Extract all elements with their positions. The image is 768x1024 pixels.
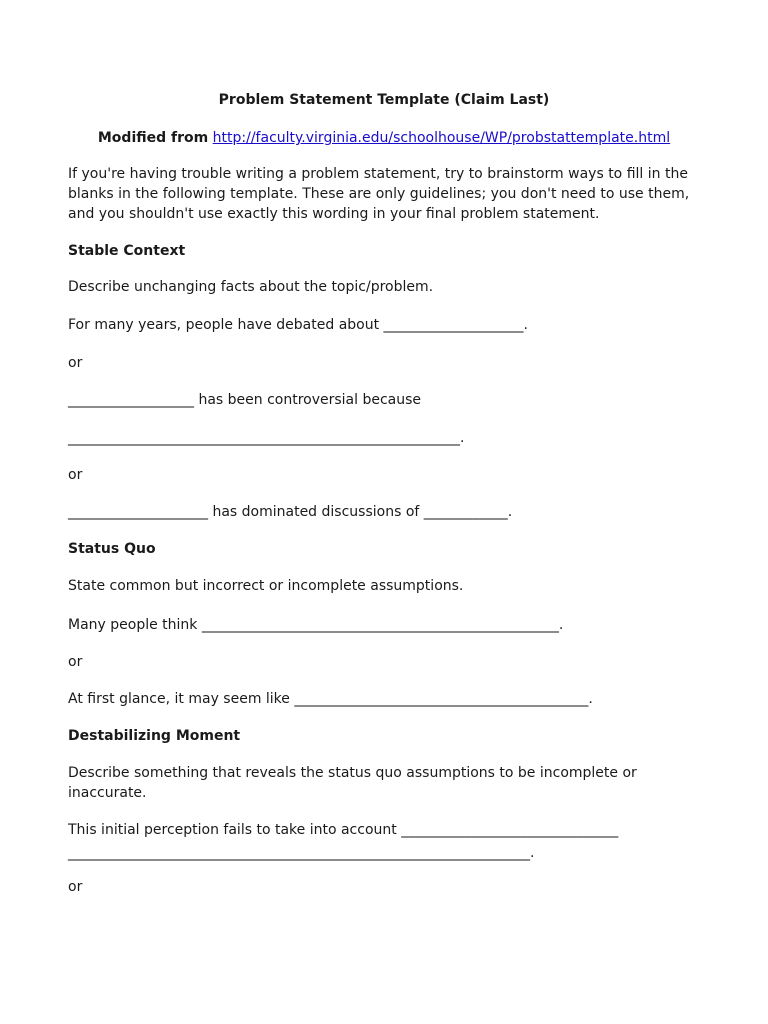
section-heading-status-quo: Status Quo [68,541,156,557]
section-heading-stable-context: Stable Context [68,243,186,259]
destabilizing-moment-template-1: This initial perception fails to take into account _______________________________ [68,822,619,838]
status-quo-template-1: Many people think ___________________________________________________. [68,617,564,633]
source-link[interactable]: http://faculty.virginia.edu/schoolhouse/WP/probstattemplate.html [212,130,671,146]
stable-context-template-3: ________________________________________________________. [68,430,465,446]
or-separator: or [68,355,83,371]
or-separator: or [68,879,83,895]
or-separator: or [68,654,83,670]
status-quo-template-2: At first glance, it may seem like __________________________________________. [68,691,593,707]
or-separator: or [68,467,83,483]
page-title: Problem Statement Template (Claim Last) [218,92,550,108]
intro-paragraph: If you're having trouble writing a problem statement, try to brainstorm ways to fill in the blanks in the following template. These are only guidelines; you don't need to use them, and you shouldn't use exactly this wording in your final problem statement. [68,166,690,222]
destabilizing-moment-template-2: __________________________________________________________________. [68,845,535,861]
section-heading-destabilizing-moment: Destabilizing Moment [68,728,241,744]
destabilizing-moment-description: Describe something that reveals the status quo assumptions to be incomplete or inaccurate. [68,765,637,801]
stable-context-template-4: ____________________ has dominated discussions of ____________. [68,504,513,520]
modified-label: Modified from [97,130,209,146]
stable-context-template-1: For many years, people have debated about ____________________. [68,317,528,333]
stable-context-description: Describe unchanging facts about the topic/problem. [68,279,434,295]
source-line [0,128,768,148]
status-quo-description: State common but incorrect or incomplete assumptions. [68,578,464,594]
stable-context-template-2: __________________ has been controversial because [68,392,422,408]
